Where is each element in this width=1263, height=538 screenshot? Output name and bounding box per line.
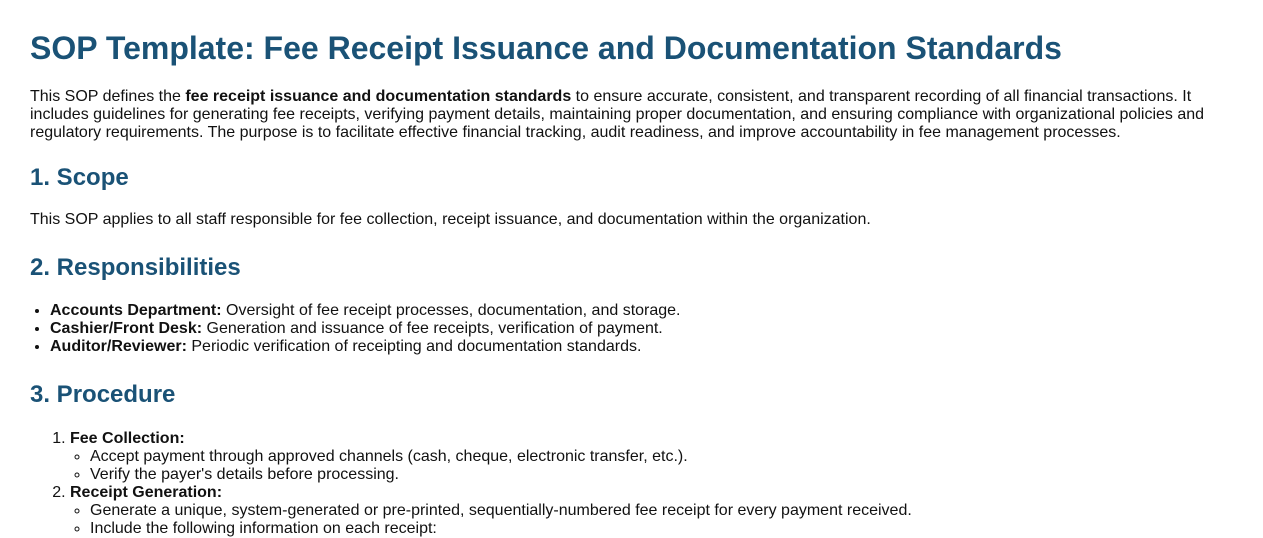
intro-paragraph — [30, 88, 1230, 142]
step-substeps — [70, 448, 1233, 484]
role-description: Oversight of fee receipt processes, documentation, and storage. — [221, 302, 681, 319]
role-label: Cashier/Front Desk: — [50, 320, 203, 337]
list-item: ◦ Include the following information on each receipt: — [90, 520, 1233, 538]
responsibilities-list — [30, 302, 1233, 356]
procedure-step — [70, 430, 1233, 484]
procedure-heading: 3. Procedure — [30, 381, 176, 408]
step-title: Fee Collection: — [70, 430, 185, 447]
intro-text-start: This SOP defines the — [30, 88, 186, 105]
procedure-list — [30, 430, 1233, 538]
list-item: ◦ Verify the payer's details before processing. — [90, 466, 1233, 484]
list-item: ◦ Generate a unique, system-generated or pre-printed, sequentially-numbered fee receipt for every payment received. — [90, 502, 1233, 520]
list-item: ◦ Accept payment through approved channels (cash, cheque, electronic transfer, etc.). — [90, 448, 1233, 466]
responsibilities-heading: 2. Responsibilities — [30, 254, 241, 281]
role-description: Periodic verification of receipting and documentation standards. — [186, 338, 642, 355]
list-item — [50, 338, 1233, 356]
step-title: Receipt Generation: — [70, 484, 223, 501]
scope-heading: 1. Scope — [30, 164, 129, 191]
step-substeps — [70, 502, 1233, 538]
scope-text: This SOP applies to all staff responsible for fee collection, receipt issuance, and documentation within the organization. — [30, 211, 871, 228]
procedure-step — [70, 484, 1233, 538]
role-label: Accounts Department: — [50, 302, 222, 319]
list-item — [50, 302, 1233, 320]
intro-text-end: to ensure accurate, consistent, and transparent recording of all financial transactions. It includes guidelines for generating fee receipts, verifying payment details, maintaining proper documentation, and ensuring compliance with organizational policies and regulatory requirements. The purpose is to facilitate effective financial tracking, audit readiness, and improve accountability in fee management processes. — [30, 88, 1205, 141]
list-item — [50, 320, 1233, 338]
intro-text-bold: fee receipt issuance and documentation standards — [185, 88, 572, 105]
role-label: Auditor/Reviewer: — [50, 338, 187, 355]
page-title: SOP Template: Fee Receipt Issuance and Documentation Standards — [30, 30, 1062, 66]
role-description: Generation and issuance of fee receipts, verification of payment. — [202, 320, 663, 337]
